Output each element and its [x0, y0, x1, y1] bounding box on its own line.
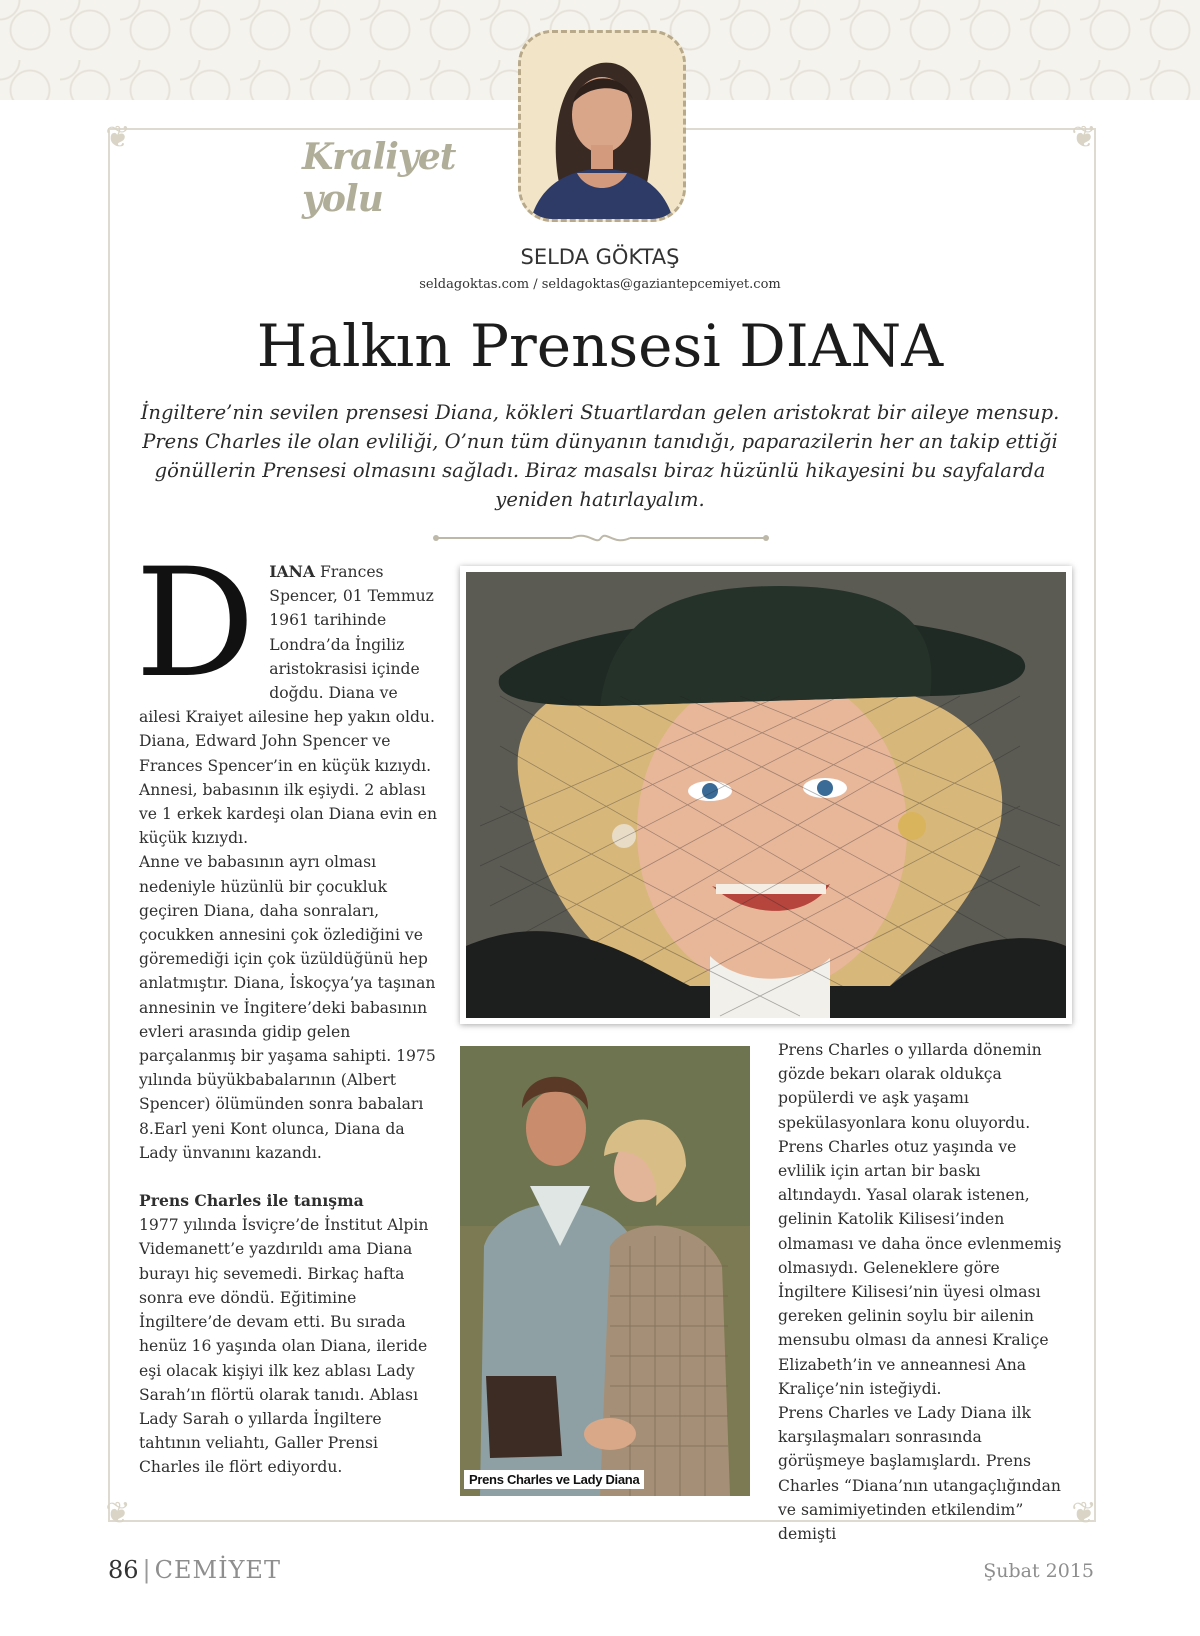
author-portrait-image	[521, 33, 683, 219]
article-column-left	[135, 537, 439, 1480]
corner-ornament-icon: ❦	[1071, 1496, 1097, 1531]
lead-bold: IANA	[269, 562, 316, 581]
page-number: 86	[108, 1556, 139, 1584]
article-title: Halkın Prensesi DIANA	[256, 312, 944, 380]
issue-date: Şubat 2015	[983, 1560, 1094, 1582]
drop-cap: D	[135, 537, 256, 711]
photo-caption: Prens Charles ve Lady Diana	[464, 1470, 644, 1489]
paragraph-text: Frances Spencer, 01 Temmuz 1961 tarihinde Londra’da İngiliz aristokrasisi içinde doğdu. Diana ve ailesi Kraiyet ailesine hep yakın oldu. Diana, Edward John Spencer ve Frances Spencer’in en küçük kızıydı. Annesi, babasının ilk eşiydi. 2 ablası ve 1 erkek kardeşi olan Diana evin en küçük kızıydı.	[139, 563, 438, 848]
section-label: Kraliyet yolu	[302, 136, 456, 220]
paragraph: Prens Charles o yıllarda dönemin gözde bekarı olarak oldukça popülerdi ve aşk yaşamı spekülasyonlara konu oluyordu. Prens Charles otuz yaşında ve evlilik için artan bir baskı altındaydı. Yasal olarak istenen, gelinin Katolik Kilisesi’inden olmaması ve daha önce evlenmemiş olmasıydı. Geleneklere göre İngiltere Kilisesi’nin üyesi olması gereken gelinin soylu bir ailenin mensubu olması da annesi Kraliçe Elizabeth’in ve anneannesi Ana Kraliçe’nin isteğiydi.	[778, 1041, 1062, 1398]
paragraph: Prens Charles ve Lady Diana ilk karşılaşmaları sonrasında görüşmeye başlamışlardı. Prens Charles “Diana’nın utangaçlığından ve samimiyetinden etkilendim” demişti	[778, 1404, 1061, 1544]
article-column-right	[778, 1038, 1068, 1546]
photo-charles-and-diana	[460, 1046, 750, 1496]
corner-ornament-icon: ❦	[105, 120, 131, 155]
paragraph: 1977 yılında İsviçre’de İnstitut Alpin Videmanett’e yazdırıldı ama Diana burayı hiç sevemedi. Birkaç hafta sonra eve döndü. Eğitimine İngiltere’de devam etti. Bu sırada henüz 16 yaşında olan Diana, ileride eşi olacak kişiyi ilk kez ablası Lady Sarah’ın flörtü olarak tanıdı. Ablası Lady Sarah o yıllarda İngiltere tahtının veliahtı, Galler Prensi Charles ile flört ediyordu.	[139, 1216, 429, 1477]
page-footer-left: 86 | CEMİYET	[108, 1556, 281, 1584]
paragraph: Anne ve babasının ayrı olması nedeniyle hüzünlü bir çocukluk geçiren Diana, daha sonraları, çocukken annesini çok özlediğini ve göremediği için çok üzüldüğünü hep anlatmıştır. Diana, İskoçya’ya taşınan annesinin ve İngitere’deki babasının evleri arasında gidip gelen parçalanmış bir yaşama sahipti. 1975 yılında büyükbabalarının (Albert Spencer) ölümünden sonra babaları 8.Earl yeni Kont olunca, Diana da Lady ünvanını kazandı.	[139, 853, 436, 1162]
photo-diana-portrait	[460, 566, 1072, 1024]
author-portrait	[518, 30, 686, 222]
photo-charles-diana-image	[460, 1046, 750, 1496]
article-intro: İngiltere’nin sevilen prensesi Diana, kökleri Stuartlardan gelen aristokrat bir aileye mensup. Prens Charles ile olan evliliği, O’nun tüm dünyanın tanıdığı, paparazilerin her an takip ettiği gönüllerin Prensesi olmasını sağladı. Biraz masalsı biraz hüzünlü hikayesini bu sayfalarda yeniden hatırlayalım.	[140, 401, 1060, 511]
photo-diana-image	[460, 566, 1072, 1024]
corner-ornament-icon: ❦	[105, 1496, 131, 1531]
author-contact: seldagoktas.com / seldagoktas@gaziantepcemiyet.com	[419, 277, 781, 292]
magazine-name: CEMİYET	[154, 1556, 281, 1584]
author-name: SELDA GÖKTAŞ	[520, 245, 680, 269]
corner-ornament-icon: ❦	[1071, 120, 1097, 155]
subheading: Prens Charles ile tanışma	[139, 1191, 364, 1211]
ornamental-divider	[432, 532, 770, 544]
